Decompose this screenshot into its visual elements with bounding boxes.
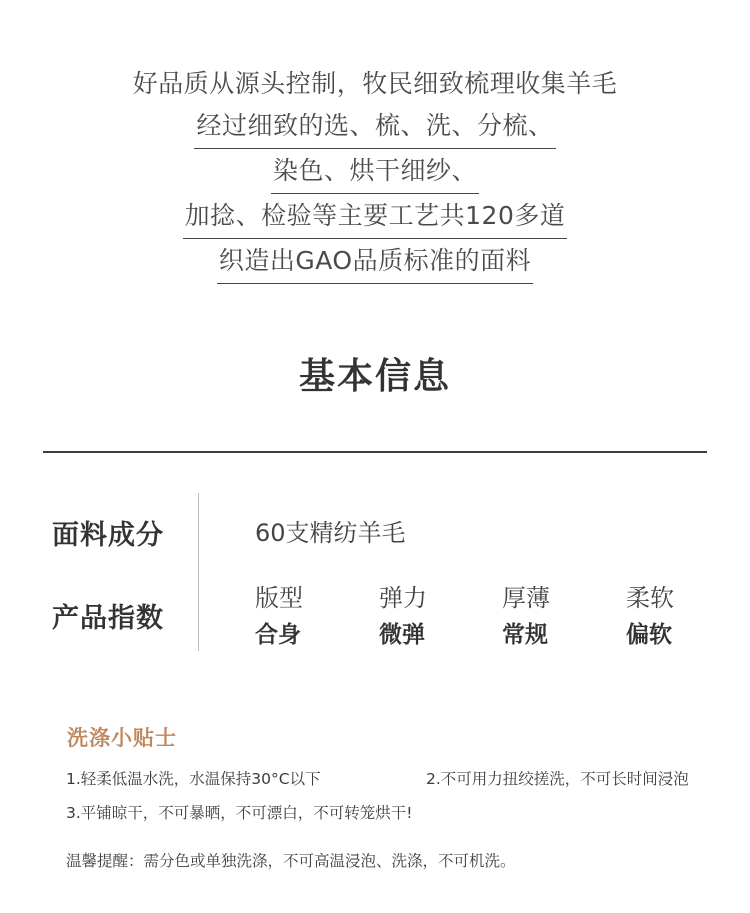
care-tip: 1.轻柔低温水洗，水温保持30°C以下 (66, 770, 321, 788)
basic-info-title: 基本信息 (298, 356, 451, 397)
index-item-thickness (502, 581, 612, 653)
index-item-elasticity (379, 581, 489, 653)
index-name: 弹力 (379, 584, 427, 612)
index-name: 厚薄 (502, 584, 550, 612)
care-tip: 3.平铺晾干，不可暴晒，不可漂白，不可转笼烘干! (66, 804, 413, 822)
index-value: 常规 (502, 622, 548, 648)
index-name: 版型 (255, 584, 303, 612)
column-divider (198, 493, 199, 651)
section-divider (43, 451, 707, 453)
intro-line: 织造出GAO品质标准的面料 (217, 239, 533, 284)
intro-line: 好品质从源头控制，牧民细致梳理收集羊毛 (132, 69, 618, 98)
index-value: 偏软 (626, 622, 672, 648)
index-value: 微弹 (379, 622, 425, 648)
intro-line: 加捻、检验等主要工艺共120多道 (183, 194, 568, 239)
care-tips-title: 洗涤小贴士 (67, 726, 177, 750)
intro-line: 经过细致的选、梳、洗、分梳、 (194, 104, 555, 149)
care-tip: 2.不可用力扭绞搓洗，不可长时间浸泡 (426, 770, 689, 788)
intro-line: 染色、烘干细纱、 (271, 149, 479, 194)
fabric-value: 60支精纺羊毛 (255, 519, 406, 547)
index-name: 柔软 (626, 584, 674, 612)
care-reminder: 温馨提醒：需分色或单独洗涤，不可高温浸泡、洗涤，不可机洗。 (66, 852, 516, 870)
intro-text-block (0, 62, 750, 284)
fabric-label: 面料成分 (52, 520, 164, 551)
index-item-softness (626, 581, 736, 653)
index-item-fit (255, 581, 365, 653)
index-value: 合身 (255, 622, 301, 648)
product-index-label: 产品指数 (52, 603, 164, 634)
